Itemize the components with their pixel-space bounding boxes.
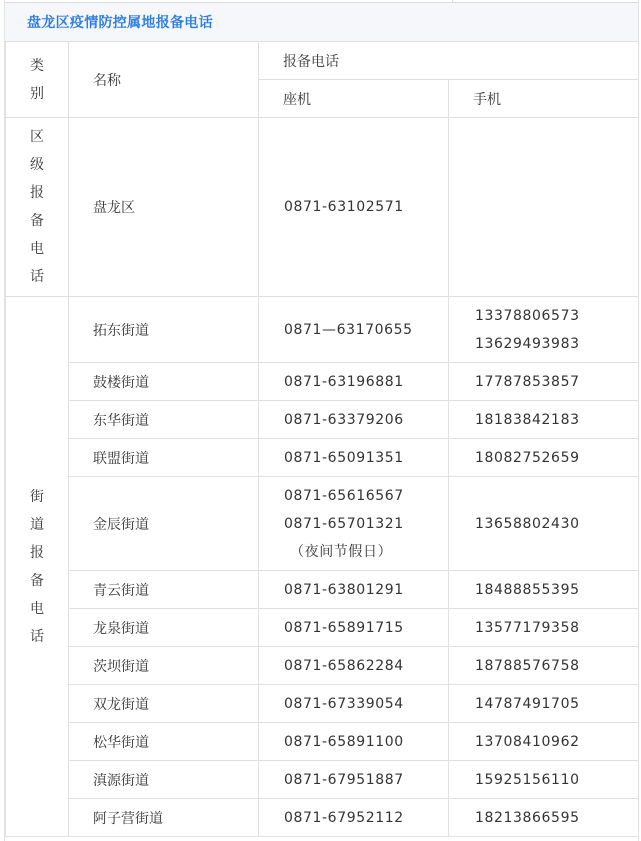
table-row bbox=[6, 685, 639, 723]
street-mobile: 18183842183 bbox=[449, 401, 639, 439]
header-landline: 座机 bbox=[259, 80, 449, 118]
street-landline: 0871-65091351 bbox=[259, 439, 449, 477]
note-night-holiday: （夜间节假日） bbox=[290, 543, 393, 560]
district-name: 盘龙区 bbox=[69, 118, 259, 297]
street-landline: 0871-67951887 bbox=[259, 761, 449, 799]
header-mobile: 手机 bbox=[449, 80, 639, 118]
table-row bbox=[6, 118, 639, 297]
street-name: 青云街道 bbox=[69, 571, 259, 609]
street-name: 金辰街道 bbox=[69, 477, 259, 571]
table-row bbox=[6, 477, 639, 571]
table-row bbox=[6, 297, 639, 363]
table-row bbox=[6, 401, 639, 439]
street-name: 鼓楼街道 bbox=[69, 363, 259, 401]
street-mobile: 17787853857 bbox=[449, 363, 639, 401]
table-row bbox=[6, 761, 639, 799]
streets-category: 街 道 报 备 电 话 bbox=[6, 297, 69, 837]
street-landline: 0871-63801291 bbox=[259, 571, 449, 609]
street-name: 龙泉街道 bbox=[69, 609, 259, 647]
table-row bbox=[6, 439, 639, 477]
phone-table bbox=[5, 41, 639, 837]
street-mobile: 18213866595 bbox=[449, 799, 639, 837]
table-row bbox=[6, 723, 639, 761]
street-landline: 0871—63170655 bbox=[259, 297, 449, 363]
table-row bbox=[6, 799, 639, 837]
document-frame bbox=[4, 0, 639, 841]
street-landline: 0871-67952112 bbox=[259, 799, 449, 837]
header-name: 名称 bbox=[69, 42, 259, 118]
street-landline: 0871-65891100 bbox=[259, 723, 449, 761]
street-landline: 0871-67339054 bbox=[259, 685, 449, 723]
street-mobile: 18788576758 bbox=[449, 647, 639, 685]
street-name: 拓东街道 bbox=[69, 297, 259, 363]
street-landline: 0871-65862284 bbox=[259, 647, 449, 685]
table-row bbox=[6, 609, 639, 647]
street-mobile: 13577179358 bbox=[449, 609, 639, 647]
street-name: 茨坝街道 bbox=[69, 647, 259, 685]
header-category: 类 别 bbox=[6, 42, 69, 118]
table-row bbox=[6, 571, 639, 609]
street-landline: 0871-63196881 bbox=[259, 363, 449, 401]
street-name: 滇源街道 bbox=[69, 761, 259, 799]
header-row bbox=[6, 42, 639, 80]
district-category: 区 级 报 备 电 话 bbox=[6, 118, 69, 297]
street-mobile: 18082752659 bbox=[449, 439, 639, 477]
district-landline: 0871-63102571 bbox=[259, 118, 449, 297]
street-name: 双龙街道 bbox=[69, 685, 259, 723]
street-landline: 0871-63379206 bbox=[259, 401, 449, 439]
street-mobile: 15925156110 bbox=[449, 761, 639, 799]
street-name: 松华街道 bbox=[69, 723, 259, 761]
table-row bbox=[6, 363, 639, 401]
district-mobile bbox=[449, 118, 639, 297]
street-landline: 0871-65891715 bbox=[259, 609, 449, 647]
title-bar bbox=[5, 2, 638, 42]
street-landline: 0871-65616567 0871-65701321 （夜间节假日） bbox=[259, 477, 449, 571]
header-phone-group: 报备电话 bbox=[259, 42, 639, 80]
street-mobile: 13658802430 bbox=[449, 477, 639, 571]
page-title: 盘龙区疫情防控属地报备电话 bbox=[27, 15, 213, 31]
street-name: 联盟街道 bbox=[69, 439, 259, 477]
table-row bbox=[6, 647, 639, 685]
street-mobile: 18488855395 bbox=[449, 571, 639, 609]
street-mobile: 13378806573 13629493983 bbox=[449, 297, 639, 363]
street-mobile: 14787491705 bbox=[449, 685, 639, 723]
street-name: 阿子营街道 bbox=[69, 799, 259, 837]
street-mobile: 13708410962 bbox=[449, 723, 639, 761]
street-name: 东华街道 bbox=[69, 401, 259, 439]
